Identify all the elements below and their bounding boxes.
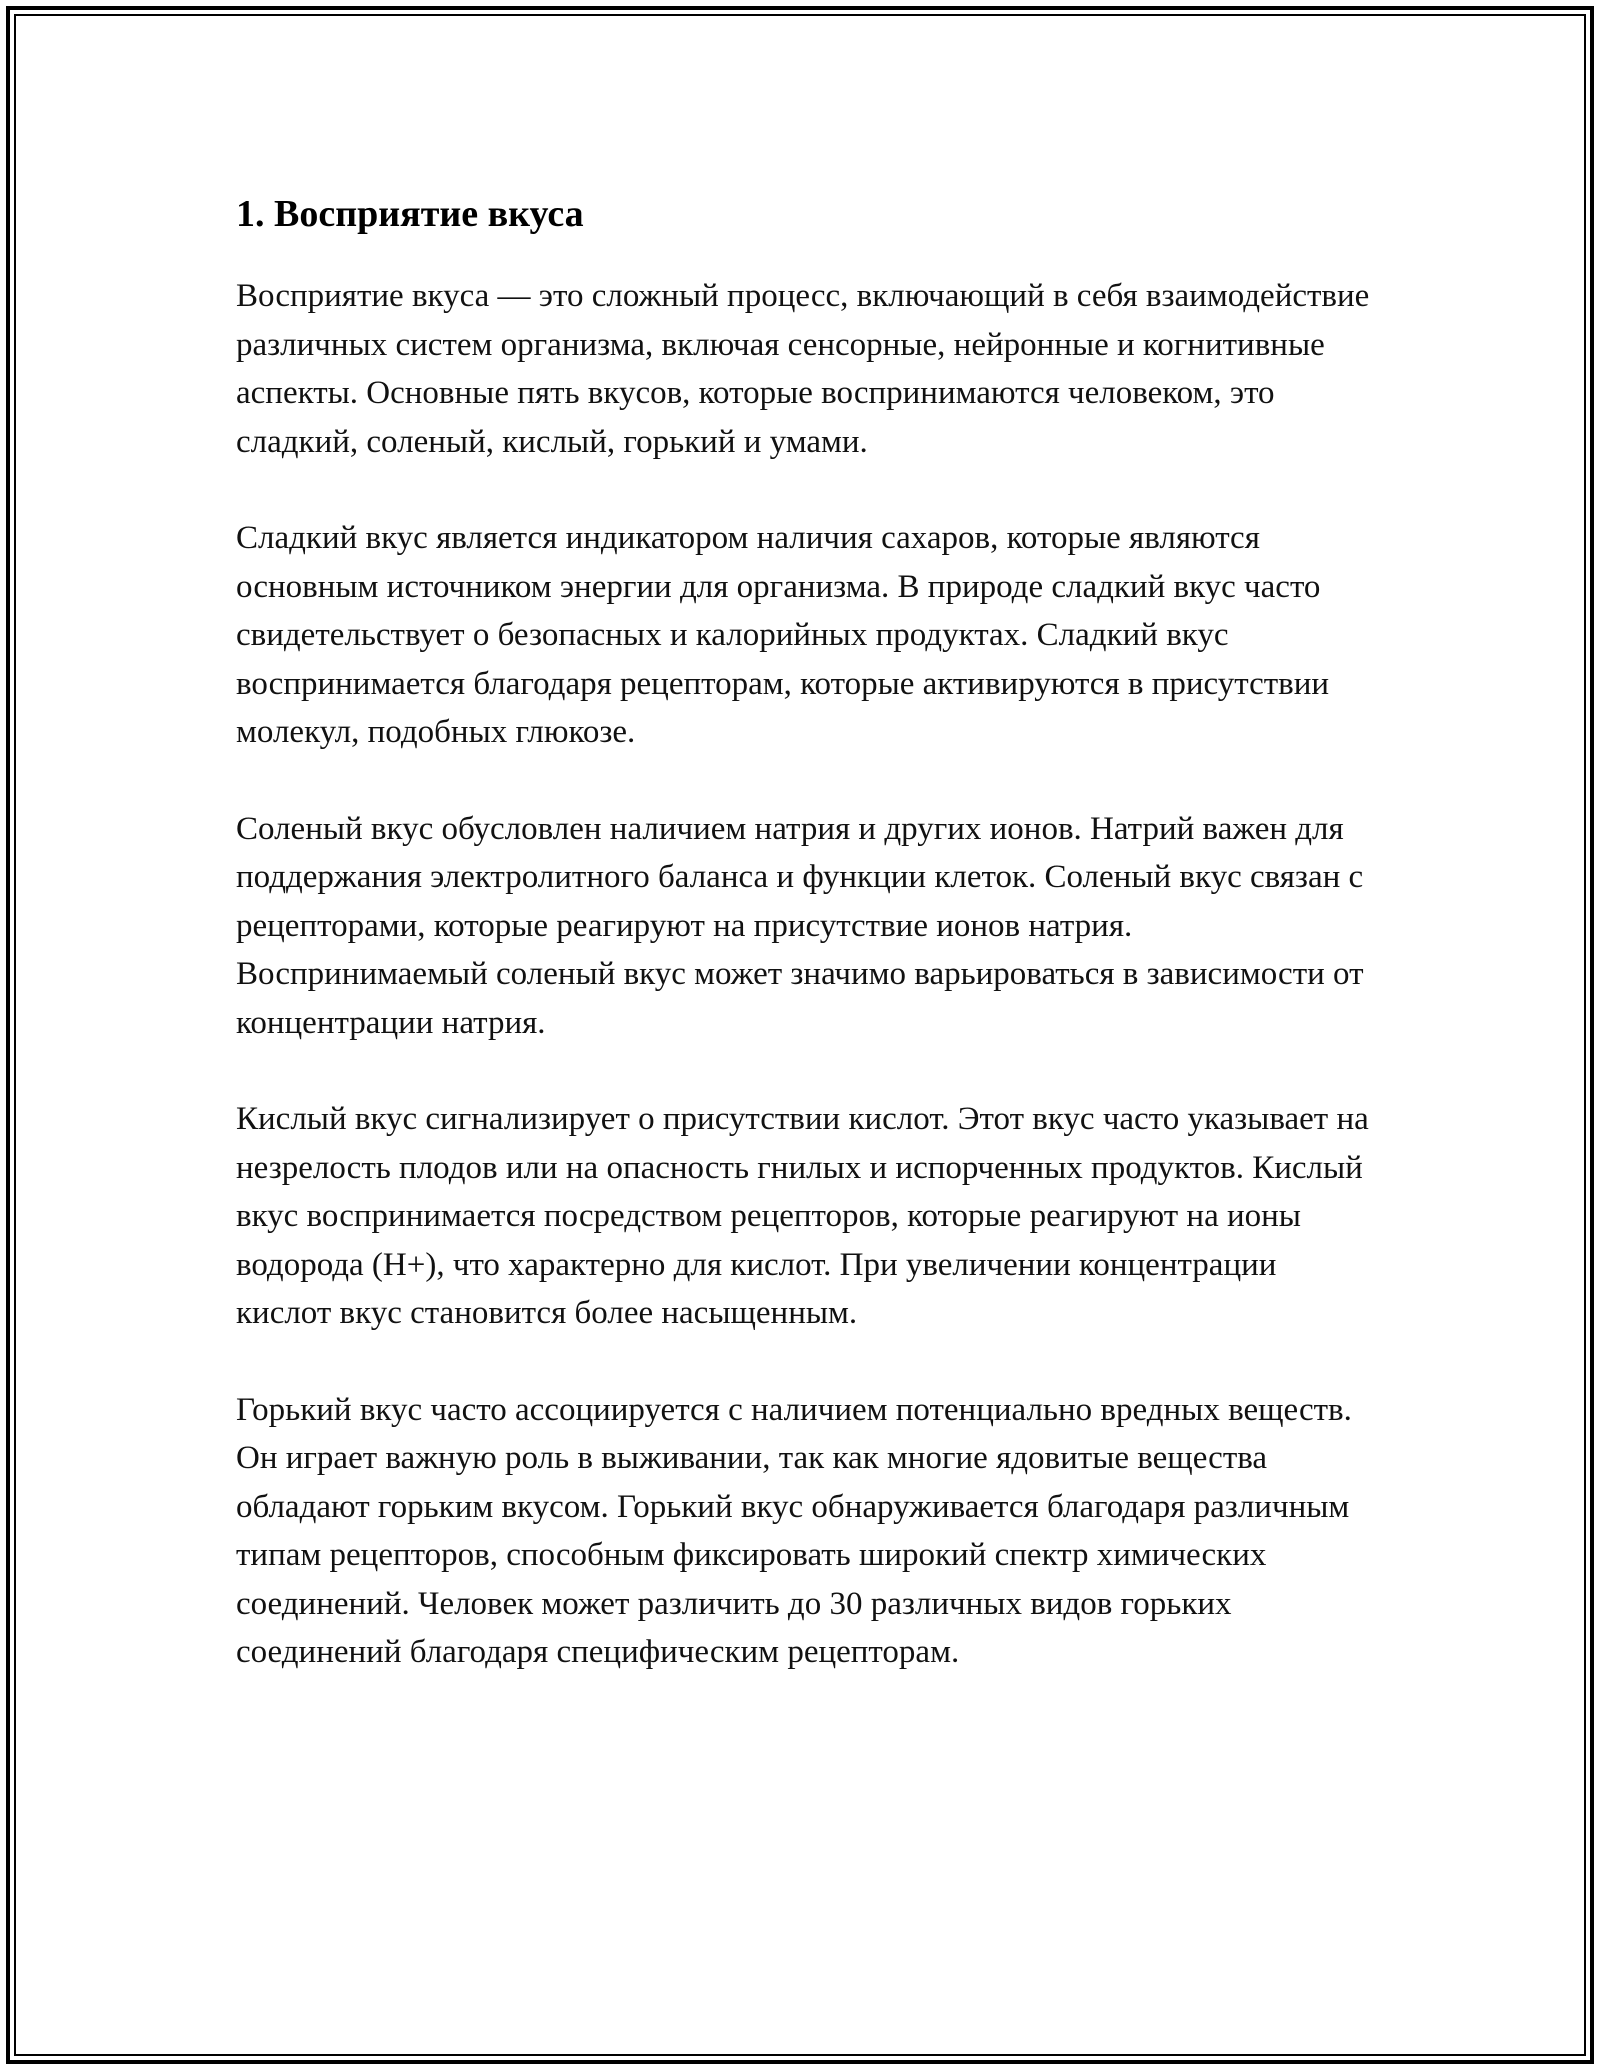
- section-heading: 1. Восприятие вкуса: [236, 193, 584, 235]
- paragraph-bitter: Горький вкус часто ассоциируется с наличием потенциально вредных веществ. Он играет важную роль в выживании, так как многие ядовитые вещества обладают горьким вкусом. Горький вкус обнаруживается благодаря различным типам рецепторов, способным фиксировать широкий спектр химических соединений. Человек может различить до 30 различных видов горьких соединений благодаря специфическим рецепторам.: [236, 1391, 1352, 1670]
- paragraph-salty: Соленый вкус обусловлен наличием натрия и других ионов. Натрий важен для поддержания электролитного баланса и функции клеток. Соленый вкус связан с рецепторами, которые реагируют на присутствие ионов натрия. Воспринимаемый соленый вкус может значимо варьироваться в зависимости от концентрации натрия.: [236, 810, 1364, 1041]
- paragraph-sour: Кислый вкус сигнализирует о присутствии кислот. Этот вкус часто указывает на незрелость плодов или на опасность гнилых и испорченных продуктов. Кислый вкус воспринимается посредством рецепторов, которые реагируют на ионы водорода (H+), что характерно для кислот. При увеличении концентрации кислот вкус становится более насыщенным.: [236, 1101, 1369, 1331]
- paragraph-sweet: Сладкий вкус является индикатором наличия сахаров, которые являются основным источником энергии для организма. В природе сладкий вкус часто свидетельствует о безопасных и калорийных продуктах. Сладкий вкус воспринимается благодаря рецепторам, которые активируются в присутствии молекул, подобных глюкозе.: [236, 520, 1330, 750]
- document-body: [236, 186, 1376, 1725]
- paragraph-intro: Восприятие вкуса — это сложный процесс, включающий в себя взаимодействие различных систем организма, включая сенсорные, нейронные и когнитивные аспекты. Основные пять вкусов, которые воспринимаются человеком, это сладкий, соленый, кислый, горький и умами.: [236, 278, 1370, 460]
